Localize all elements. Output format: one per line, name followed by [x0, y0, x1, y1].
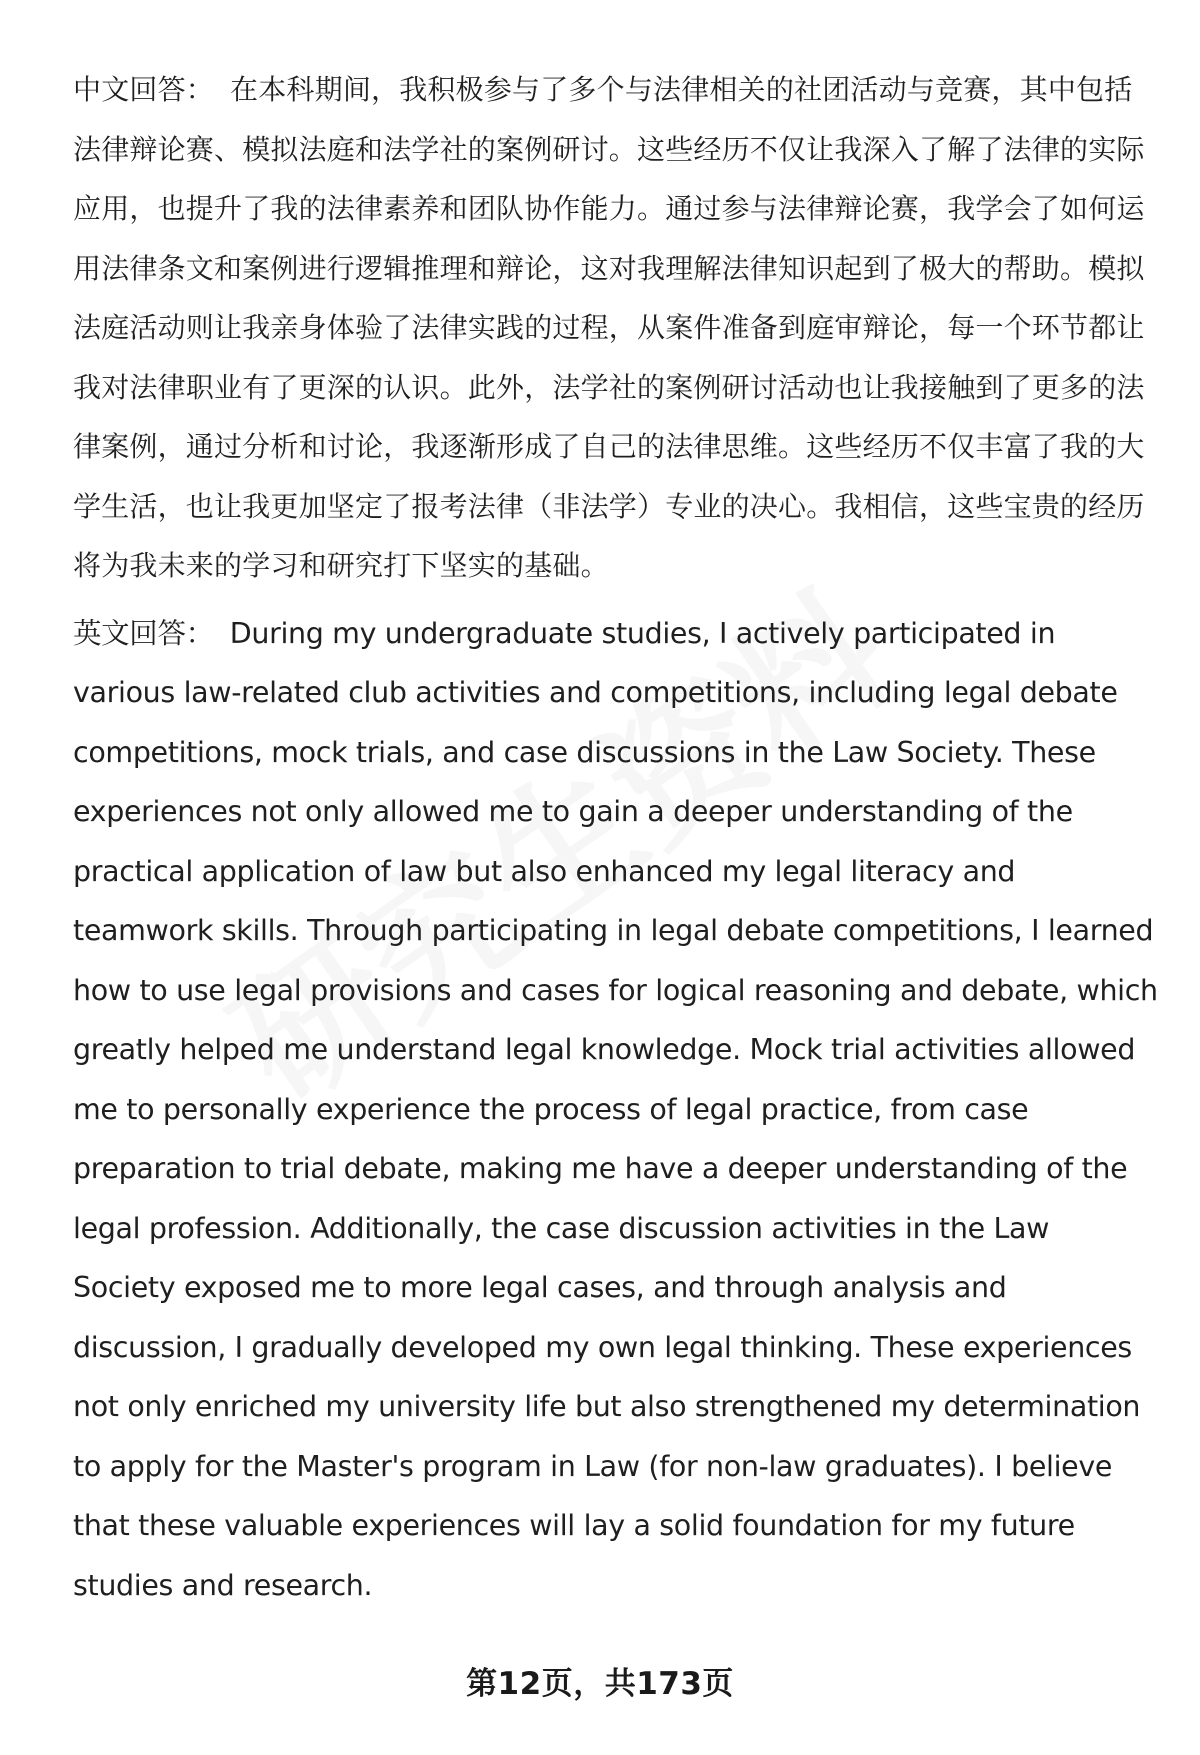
- english-answer-label: 英文回答：: [73, 616, 214, 650]
- chinese-answer-text: 在本科期间，我积极参与了多个与法律相关的社团活动与竞赛，其中包括法律辩论赛、模拟法庭和法学社的案例研讨。这些经历不仅让我深入了解了法律的实际应用，也提升了我的法律素养和团队协作能力。通过参与法律辩论赛，我学会了如何运用法律条文和案例进行逻辑推理和辩论，这对我理解法律知识起到了极大的帮助。模拟法庭活动则让我亲身体验了法律实践的过程，从案件准备到庭审辩论，每一个环节都让我对法律职业有了更深的认识。此外，法学社的案例研讨活动也让我接触到了更多的法律案例，通过分析和讨论，我逐渐形成了自己的法律思维。这些经历不仅丰富了我的大学生活，也让我更加坚定了报考法律（非法学）专业的决心。我相信，这些宝贵的经历将为我未来的学习和研究打下坚实的基础。: [73, 73, 1145, 582]
- page-number: 第12页，共173页: [466, 1666, 734, 1702]
- document-body: [73, 60, 1158, 1615]
- english-answer-text: During my undergraduate studies, I actively participated in various law-related club activities and competitions, including legal debate competitions, mock trials, and case discussions in the Law Society. These experiences not only allowed me to gain a deeper understanding of the practical application of law but also enhanced my legal literacy and teamwork skills. Through participating in legal debate competitions, I learned how to use legal provisions and cases for logical reasoning and debate, which greatly helped me understand legal knowledge. Mock trial activities allowed me to personally experience the process of legal practice, from case preparation to trial debate, making me have a deeper understanding of the legal profession. Additionally, the case discussion activities in the Law Society exposed me to more legal cases, and through analysis and discussion, I gradually developed my own legal thinking. These experiences not only enriched my university life but also strengthened my determination to apply for the Master's program in Law (for non-law graduates). I believe that these valuable experiences will lay a solid foundation for my future studies and research.: [73, 616, 1158, 1602]
- chinese-answer-label: 中文回答：: [73, 73, 215, 106]
- chinese-answer-paragraph: [73, 60, 1158, 596]
- english-answer-paragraph: [73, 604, 1158, 1616]
